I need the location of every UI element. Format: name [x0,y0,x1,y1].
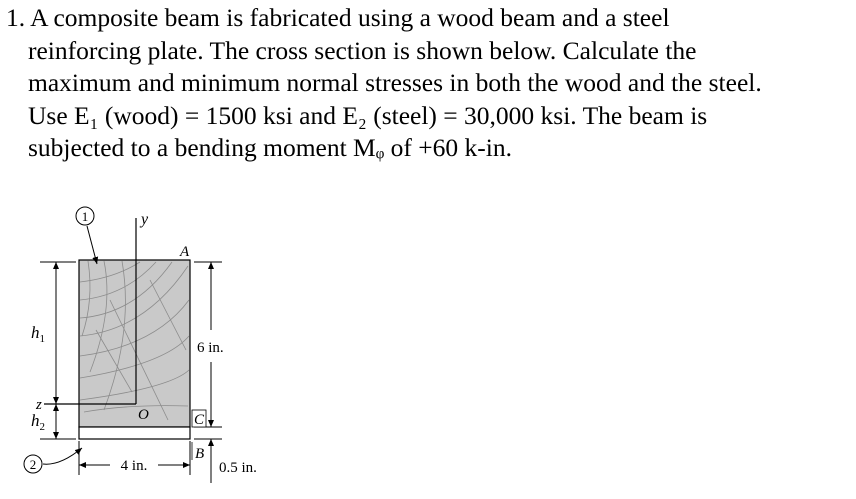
problem-line: maximum and minimum normal stresses in both the wood and the steel. [28,68,762,97]
material-2-leader [43,448,82,464]
problem-line: Use E₁ (wood) = 1500 ksi and E₂ (steel) = 30,000 ksi. The beam is [28,100,708,130]
origin-label: O [138,407,149,423]
y-axis-label: y [141,211,149,228]
problem-line: 1. A composite beam is fabricated using a wood beam and a steel [6,3,670,32]
problem-line: reinforcing plate. The cross section is shown below. Calculate the [28,35,697,65]
width-dimension-label: 4 in. [120,458,148,474]
material-1-label: 1 [81,209,89,224]
steel-plate [79,427,190,439]
height-dimension-label: 6 in. [197,340,224,356]
h2-label: $h_2$ [31,411,45,433]
h1-label: $h_1$ [31,323,45,345]
height-dimension-left [40,262,76,439]
problem-line: subjected to a bending moment Mᵩ of +60 k-in. [28,133,512,162]
point-c-label: C [194,412,205,428]
material-1-leader [87,226,97,264]
material-2-label: 2 [29,457,37,472]
point-a-label: A [180,244,190,260]
point-b-label: B [195,446,205,462]
z-axis-label: z [36,397,42,413]
plate-dimension-label: 0.5 in. [219,460,257,476]
